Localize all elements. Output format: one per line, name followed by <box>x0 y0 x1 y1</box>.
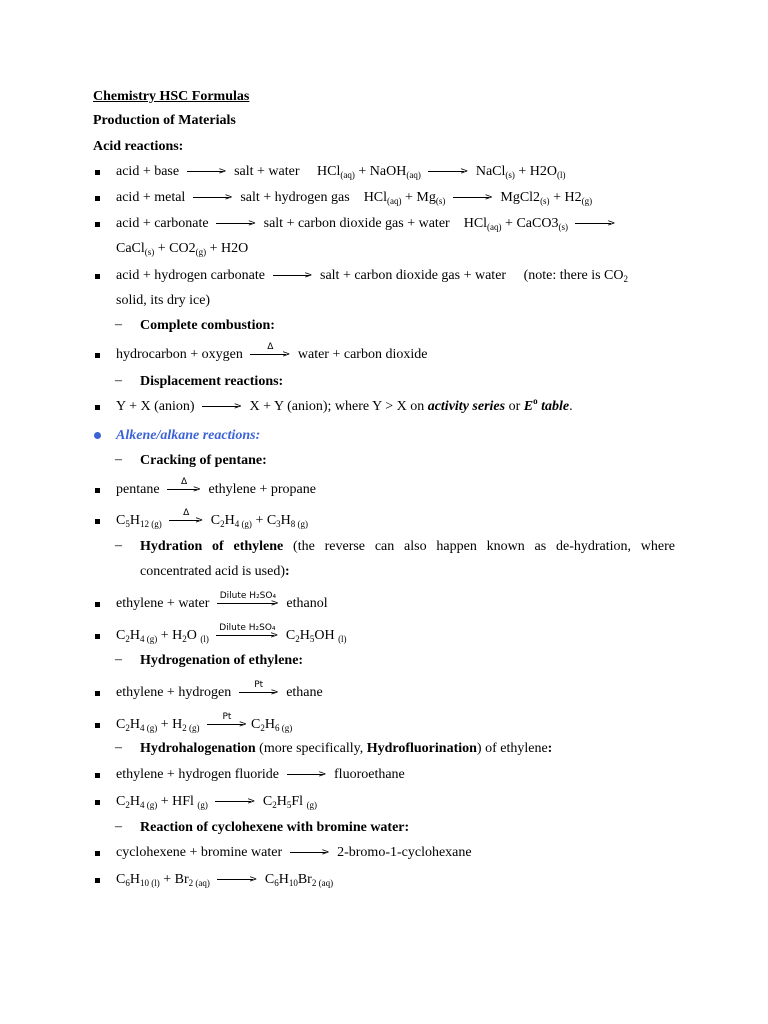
reaction-line: ethylene + hydrogen Pt > ethane <box>116 679 323 700</box>
reaction-arrow-icon: Pt > <box>207 720 247 730</box>
square-bullet-icon <box>95 878 100 883</box>
reaction-arrow-icon: Dilute H₂SO₄ > <box>217 599 279 609</box>
square-bullet-icon <box>95 634 100 639</box>
reaction-line: cyclohexene + bromine water > 2-bromo-1-cyclohexane <box>116 845 472 860</box>
reaction-arrow-icon: > <box>216 219 256 229</box>
reaction-line: acid + base > salt + water HCl$_{(aq)}$ + NaOH$_{(aq)}$ > NaCl$_{(s)}$ + $H2O_{(l)}$ <box>116 164 566 180</box>
document-page: Chemistry HSC Formulas Production of Materials Acid reactions: acid + base > salt + water HCl$_{(aq)}$ + NaOH$_{(aq)}$ > NaCl$_{(s)}$ + $H2O_{(l)}$ acid + metal > salt + hydrogen gas $HCl_{(aq)} + Mg_{(s)}$ > $MgCl2_{(s)} + H2_{(g)}$ acid + carbonate > salt + carbon dioxide gas + water $HCl_{(aq)} + CaCO3_{(s)}$ > CaCl$_{(s)}$ + $CO2_{(g)} + H2O$ acid + hydrogen carbonate > salt + carbon dioxide gas + water (note: there is $CO_2$ solid, its dry ice) – Complete combustion: hydrocarbon + oxygen Δ > water + carbon dioxide – Displacement reactions: Y + X (anion) > X + Y (anion); where Y > X on activity series or $E^o$ table. Alkene/alkane reactions: – Cracking of pentane: pentane Δ > ethylene + propane $C_5H_{12 (g)}$ Δ > $C_2H_{4 (g)} + C_3H_{8 (g)}$ – Hydration of ethylene (the reverse can also happen known as de-hydration, where concentrated acid is used): ethylene + water Dilute H₂SO₄ > ethanol $C_2H_{4 (g)} + H_2O$ $_{(l)}$ Dilute H₂SO₄ > $C_2H_5OH$ $_{(l)}$ – Hydrogenation of ethylene: ethylene + hydrogen Pt > ethane $C_2H_{4 (g)} + H_{2 (g)}$ Pt > $C_2H_{6 (g)}$ – Hydrohalogenation (more specifically, Hydrofluorination) of ethylene: ethylene + hydrogen fluoride > fluoroethane $C_2H_{4 (g)}$ + HFl $_{(g)}$ > $C_2H_5Fl$ $_{(g)}$ – Reaction of cyclohexene with bromine water: cyclohexene + bromine water > 2-bromo-1-cyclohexane $C_6H_{10 (l)} + Br_{2 (aq)}$ > $C_6H_{10}Br_{2 (aq)}$ <box>93 89 676 888</box>
reaction-arrow-icon: Δ > <box>167 485 201 495</box>
square-bullet-icon <box>95 773 100 778</box>
section-heading: Production of Materials <box>93 113 236 128</box>
reaction-arrow-icon: > <box>202 402 242 412</box>
reaction-arrow-icon: Dilute H₂SO₄ > <box>216 631 278 641</box>
reaction-arrow-icon: Δ > <box>169 516 203 526</box>
reaction-arrow-icon: > <box>215 797 255 807</box>
reaction-line: acid + hydrogen carbonate > salt + carbon dioxide gas + water (note: there is $CO_2$ <box>116 268 628 284</box>
reaction-arrow-icon: Pt > <box>239 688 279 698</box>
reaction-arrow-icon: > <box>193 193 233 203</box>
square-bullet-icon <box>95 723 100 728</box>
subheading-cracking: Cracking of pentane: <box>140 453 267 468</box>
reaction-line: $C_2H_{4 (g)} + H_{2 (g)}$ Pt > $C_2H_{6 (g)}$ <box>116 711 293 733</box>
square-bullet-icon <box>95 170 100 175</box>
square-bullet-icon <box>95 691 100 696</box>
reaction-line: Y + X (anion) > X + Y (anion); where Y > X on activity series or $E^o$ table. <box>116 396 573 414</box>
subheading-cyclohexene: Reaction of cyclohexene with bromine water: <box>140 820 410 835</box>
square-bullet-icon <box>95 405 100 410</box>
reaction-line: ethylene + hydrogen fluoride > fluoroethane <box>116 767 405 782</box>
reaction-line: $C_2H_{4 (g)} + H_2O$ $_{(l)}$ Dilute H₂SO₄ > $C_2H_5OH$ $_{(l)}$ <box>116 622 347 644</box>
square-bullet-icon <box>95 851 100 856</box>
square-bullet-icon <box>95 519 100 524</box>
hydration-description: Hydration of ethylene (the reverse can also happen known as de-hydration, where <box>140 539 676 554</box>
reaction-line: hydrocarbon + oxygen Δ > water + carbon dioxide <box>116 341 428 362</box>
round-bullet-icon <box>94 432 101 439</box>
reaction-line: $C_2H_{4 (g)}$ + HFl $_{(g)}$ > $C_2H_5Fl$ $_{(g)}$ <box>116 794 318 810</box>
hydrohalogenation-heading: Hydrohalogenation (more specifically, Hydrofluorination) of ethylene: <box>140 741 553 756</box>
reaction-arrow-icon: > <box>290 848 330 858</box>
subheading-displacement: Displacement reactions: <box>140 374 284 389</box>
note-continued: solid, its dry ice) <box>116 293 211 308</box>
subsection-heading: Acid reactions: <box>93 139 184 154</box>
document-title: Chemistry HSC Formulas <box>93 89 250 104</box>
reaction-line: ethylene + water Dilute H₂SO₄ > ethanol <box>116 590 328 611</box>
square-bullet-icon <box>95 488 100 493</box>
reaction-arrow-icon: > <box>217 875 257 885</box>
hydration-description-continued: concentrated acid is used): <box>140 564 290 579</box>
reaction-line: pentane Δ > ethylene + propane <box>116 476 316 497</box>
reaction-line: acid + metal > salt + hydrogen gas $HCl_{(aq)} + Mg_{(s)}$ > $MgCl2_{(s)} + H2_{(g)}$ <box>116 190 593 206</box>
reaction-arrow-icon: > <box>273 271 313 281</box>
reaction-line: $C_6H_{10 (l)} + Br_{2 (aq)}$ > $C_6H_{10}Br_{2 (aq)}$ <box>116 872 334 888</box>
reaction-arrow-icon: Δ > <box>250 350 290 360</box>
square-bullet-icon <box>95 196 100 201</box>
reaction-arrow-icon: > <box>287 770 327 780</box>
reaction-line: $C_5H_{12 (g)}$ Δ > $C_2H_{4 (g)} + C_3H_{8 (g)}$ <box>116 507 309 529</box>
square-bullet-icon <box>95 800 100 805</box>
reaction-arrow-icon: > <box>453 193 493 203</box>
reaction-arrow-icon: > <box>187 167 227 177</box>
square-bullet-icon <box>95 274 100 279</box>
square-bullet-icon <box>95 602 100 607</box>
section-heading-alkene: Alkene/alkane reactions: <box>116 428 261 443</box>
square-bullet-icon <box>95 222 100 227</box>
subheading-combustion: Complete combustion: <box>140 318 275 333</box>
reaction-arrow-icon: > <box>575 219 615 229</box>
reaction-line: acid + carbonate > salt + carbon dioxide gas + water $HCl_{(aq)} + CaCO3_{(s)}$ > <box>116 216 616 232</box>
subheading-hydrogenation: Hydrogenation of ethylene: <box>140 653 304 668</box>
reaction-line-continued: CaCl$_{(s)}$ + $CO2_{(g)} + H2O$ <box>116 241 249 257</box>
square-bullet-icon <box>95 353 100 358</box>
reaction-arrow-icon: > <box>428 167 468 177</box>
